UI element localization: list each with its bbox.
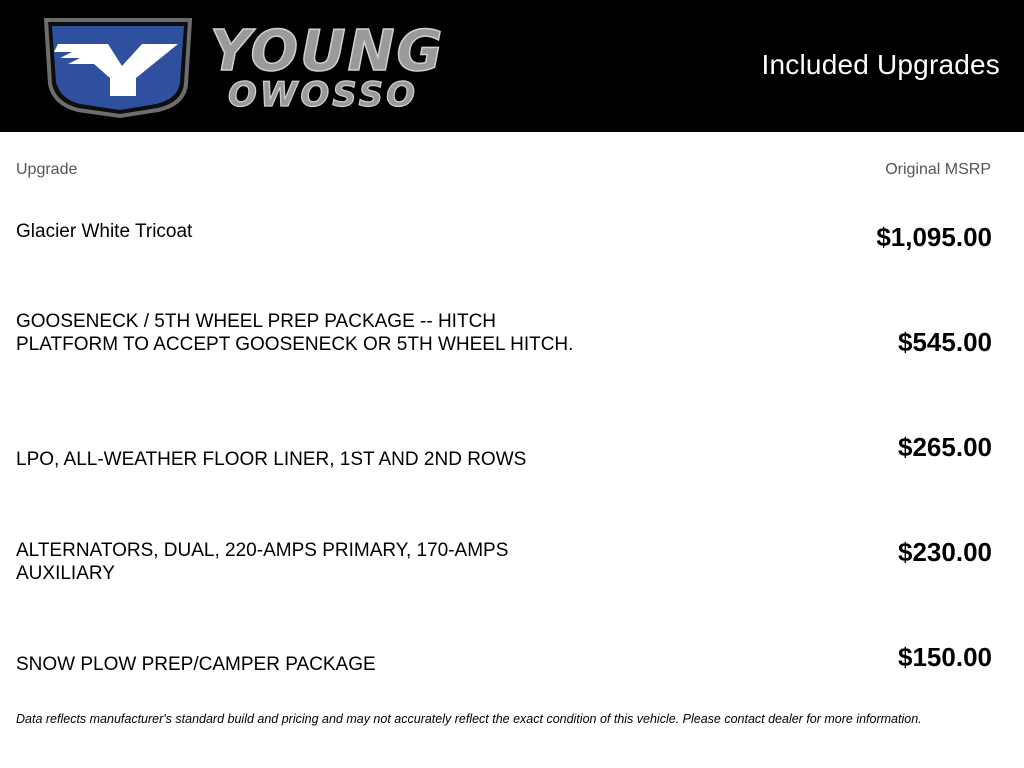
upgrade-name: SNOW PLOW PREP/CAMPER PACKAGE — [16, 654, 376, 675]
disclaimer-text: Data reflects manufacturer's standard build and pricing and may not accurately reflect the exact condition of this vehicle. Please contact dealer for more information. — [16, 712, 922, 726]
upgrade-name: LPO, ALL-WEATHER FLOOR LINER, 1ST AND 2ND ROWS — [16, 449, 527, 470]
column-header-msrp: Original MSRP — [885, 161, 991, 178]
upgrade-price: $265.00 — [898, 432, 992, 462]
svg-text:YOUNG: YOUNG — [210, 19, 445, 84]
column-header-upgrade: Upgrade — [16, 161, 78, 178]
svg-text:OWOSSO: OWOSSO — [228, 75, 418, 115]
page-title: Included Upgrades — [761, 49, 1000, 80]
upgrade-name: GOOSENECK / 5TH WHEEL PREP PACKAGE -- HITCH PLATFORM TO ACCEPT GOOSENECK OR 5TH WHEEL HITCH. — [16, 311, 574, 355]
upgrade-price: $150.00 — [898, 642, 992, 672]
upgrade-price: $1,095.00 — [876, 222, 992, 252]
young-owosso-logo — [38, 14, 508, 118]
upgrade-name: ALTERNATORS, DUAL, 220-AMPS PRIMARY, 170-AMPS AUXILIARY — [16, 540, 509, 584]
header-bar — [0, 0, 1024, 132]
upgrade-name: Glacier White Tricoat — [16, 221, 193, 242]
upgrade-price: $230.00 — [898, 537, 992, 567]
upgrade-price: $545.00 — [898, 327, 992, 357]
